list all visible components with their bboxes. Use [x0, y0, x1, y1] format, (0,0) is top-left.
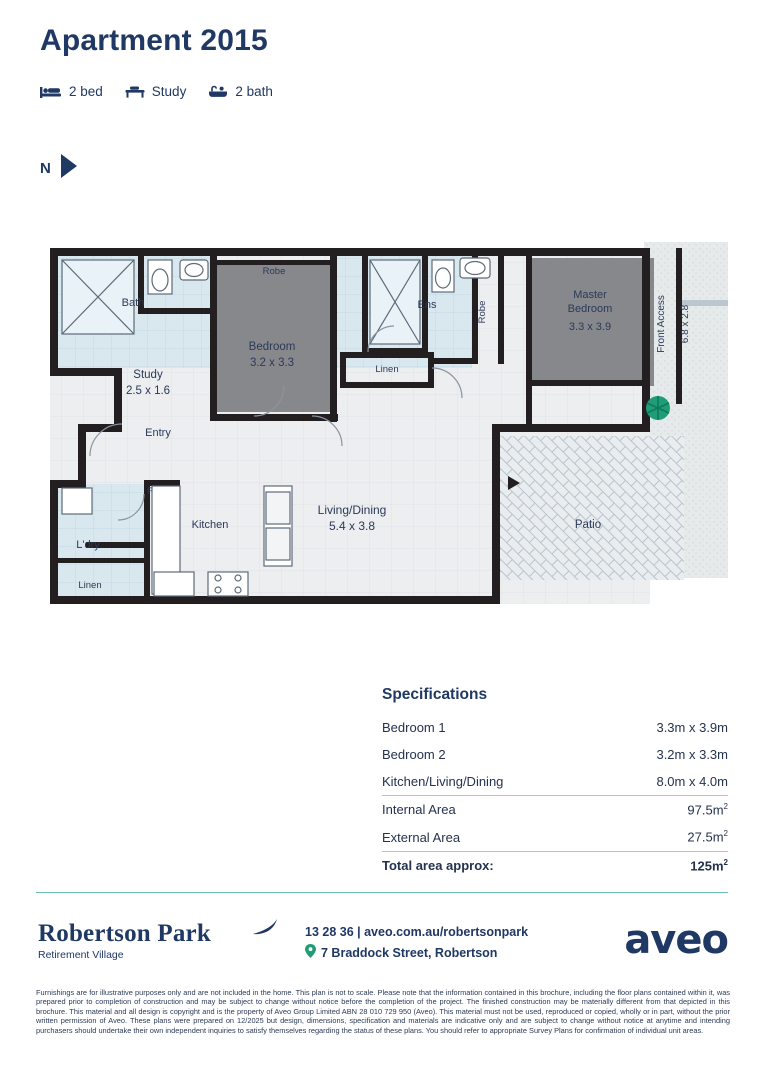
floor-plan	[40, 240, 728, 610]
room-dims-study: 2.5 x 1.6	[125, 385, 171, 397]
leaf-icon	[252, 918, 278, 941]
spec-row	[382, 795, 728, 823]
spec-label: External Area	[382, 829, 461, 845]
spec-label: Kitchen/Living/Dining	[382, 774, 504, 789]
village-brand	[38, 920, 211, 961]
spec-value: 3.3m x 3.9m	[656, 720, 728, 735]
contact-phone-web[interactable]: 13 28 36 | aveo.com.au/robertsonpark	[305, 925, 529, 939]
spec-row	[382, 768, 728, 795]
room-dims-master: 3.3 x 3.9	[568, 321, 612, 333]
desk-icon	[125, 85, 145, 99]
spec-value: $27.5m^2$	[687, 829, 728, 845]
room-label-front-access: Front Access	[656, 295, 667, 353]
room-label-fridge: F	[147, 486, 153, 497]
shrub-icon	[646, 396, 670, 420]
property-attributes	[40, 84, 273, 99]
room-label-patio: Patio	[574, 519, 602, 531]
contact-address: 7 Braddock Street, Robertson	[321, 945, 498, 960]
page-title: Apartment 2015	[40, 24, 268, 57]
location-pin-icon	[305, 944, 316, 961]
attribute-study	[125, 84, 187, 99]
room-label-master-2: Bedroom	[567, 303, 613, 315]
contact-block	[305, 925, 528, 961]
spec-value: 8.0m x 4.0m	[656, 774, 728, 789]
attribute-bath-label: 2 bath	[235, 84, 273, 99]
spec-label: Internal Area	[382, 802, 456, 818]
village-name: Robertson Park	[38, 920, 211, 947]
room-label-living: Living/Dining	[317, 503, 387, 517]
spec-row-total	[382, 851, 728, 879]
bed-icon	[40, 85, 62, 99]
room-label-study: Study	[133, 369, 163, 381]
disclaimer-text: Furnishings are for illustrative purposes only and are not included in the home. This plan is not to scale. Please note that the information contained in this brochure, including the floor plans contained within it, was prepared prior to completion of construction and may be subject to change without notice before the completion of the project. The finished construction may be materially different from that depicted in this brochure. This material and all design is copyright and is the property of Aveo Group Limited ABN 28 010 729 950 (Aveo). This material must not be used, reproduced or copied, wholly or in part, without the prior written permission of Aveo. These plans were prepared on 12/2025 but design, dimensions, specification and materials are indicative only and are subject to change without notice at anytime and intending purchasers should undertake their own independent inquiries to satisfy themselves regarding the status of these plans. You should refer to appropriate Survey Plans for confirmation of individual unit areas.	[36, 988, 730, 1035]
aveo-logo: aveo	[624, 917, 728, 963]
attribute-bath	[208, 84, 273, 99]
spec-label: Bedroom 1	[382, 720, 446, 735]
room-label-robe-top: Robe	[262, 266, 286, 277]
spec-value: 3.2m x 3.3m	[656, 747, 728, 762]
specifications	[382, 686, 728, 879]
spec-label: Total area approx:	[382, 857, 494, 873]
room-dims-living: 5.4 x 3.8	[328, 519, 376, 533]
attribute-study-label: Study	[151, 84, 187, 99]
north-arrow-icon	[57, 152, 81, 185]
compass-label: N	[40, 160, 51, 177]
room-label-bedroom: Bedroom	[248, 341, 296, 353]
floor-plan-svg	[40, 240, 728, 610]
specifications-heading: Specifications	[382, 686, 488, 703]
attribute-bed	[40, 84, 103, 99]
contact-address-row	[305, 944, 528, 961]
room-label-laundry: L'dry	[76, 539, 100, 551]
room-label-robe-side: Robe	[477, 300, 488, 324]
spec-value: $97.5m^2$	[687, 802, 728, 818]
room-label-linen-bottom: Linen	[78, 580, 102, 591]
compass	[40, 152, 81, 185]
room-label-master-1: Master	[573, 289, 607, 301]
attribute-bed-label: 2 bed	[69, 84, 103, 99]
bath-icon	[208, 85, 228, 99]
spec-row	[382, 741, 728, 768]
room-dims-bedroom: 3.2 x 3.3	[249, 357, 295, 369]
room-label-ens: Ens	[417, 299, 437, 311]
spec-value: $125m^2$	[690, 857, 728, 873]
spec-row	[382, 714, 728, 741]
spec-label: Bedroom 2	[382, 747, 446, 762]
room-label-bath: Bath	[121, 297, 145, 309]
room-label-entry: Entry	[145, 427, 171, 439]
village-subtitle: Retirement Village	[38, 949, 124, 961]
room-label-kitchen: Kitchen	[191, 519, 229, 531]
footer-divider	[36, 892, 728, 893]
room-dims-front-access: 6.8 x 2.8	[680, 304, 691, 344]
spec-row	[382, 823, 728, 850]
room-label-linen-top: Linen	[375, 364, 399, 375]
